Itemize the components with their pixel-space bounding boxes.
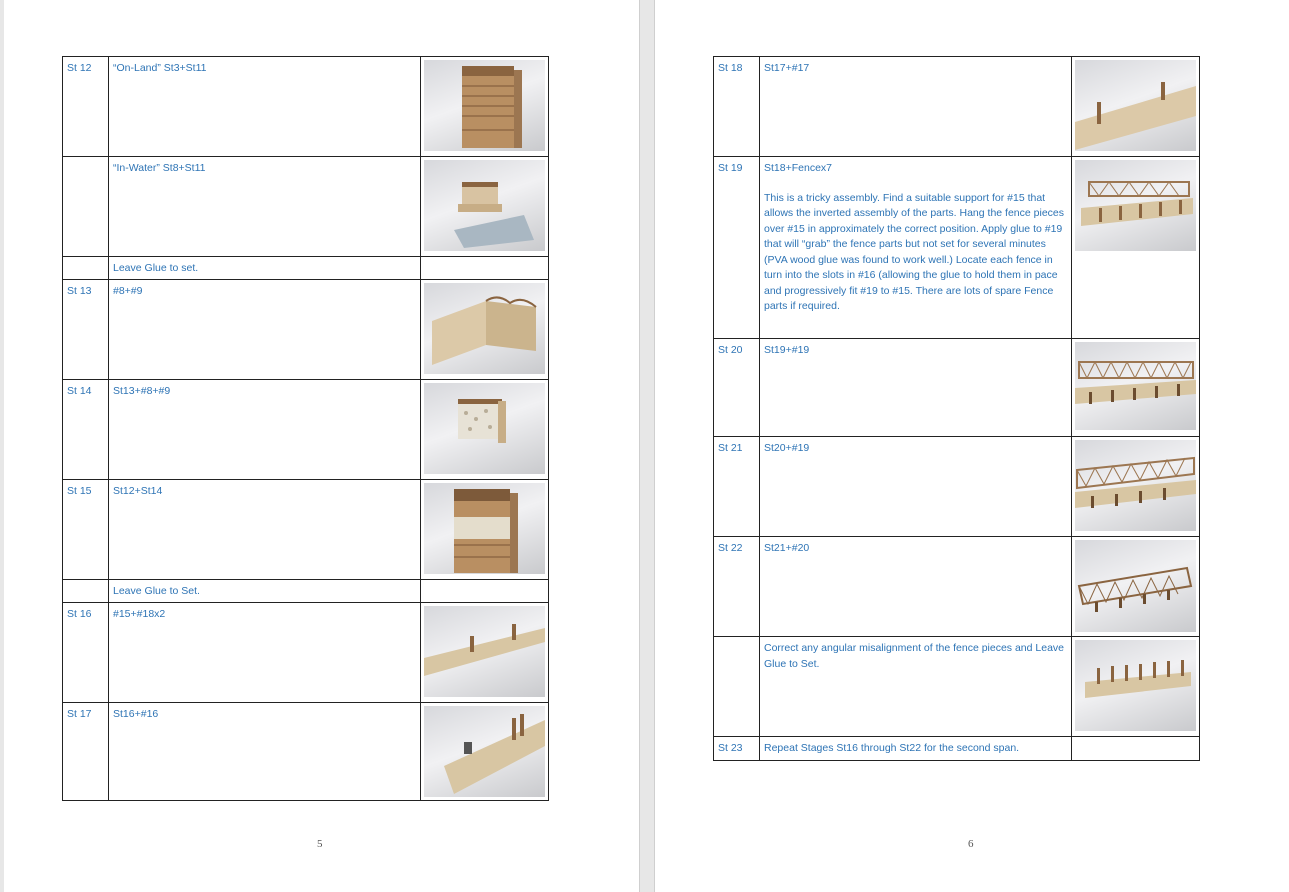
steps-table-left: [62, 56, 549, 801]
table-row: [63, 603, 549, 703]
step-label: [714, 637, 760, 737]
page-number: 5: [317, 838, 323, 850]
step-label: St 16: [63, 603, 109, 703]
step-label: St 21: [714, 437, 760, 537]
table-row: [714, 737, 1200, 761]
photo-box-section: [424, 383, 545, 474]
step-photo-cell: [1072, 437, 1200, 537]
page-number: 6: [968, 838, 974, 850]
step-description: St21+#20: [760, 537, 1072, 637]
step-description: St17+#17: [760, 57, 1072, 157]
table-row: [63, 157, 549, 257]
step-description: Leave Glue to Set.: [109, 580, 421, 603]
step-photo-cell: [421, 257, 549, 280]
photo-wall-panel: [424, 283, 545, 374]
table-row: [714, 437, 1200, 537]
step-photo-cell: [1072, 57, 1200, 157]
step-label: [63, 157, 109, 257]
step-label: St 22: [714, 537, 760, 637]
table-row: [63, 257, 549, 280]
step-label: [63, 257, 109, 280]
step-label: St 19: [714, 157, 760, 339]
step-photo-cell: [421, 580, 549, 603]
step-description: “In-Water” St8+St11: [109, 157, 421, 257]
photo-deck-brackets: [424, 606, 545, 697]
table-row: [63, 57, 549, 157]
step-description: St19+#19: [760, 339, 1072, 437]
photo-tower-inwater: [424, 160, 545, 251]
photo-tower-onland: [424, 60, 545, 151]
step-label: St 17: [63, 703, 109, 801]
step-photo-cell: [421, 280, 549, 380]
step-photo-cell: [421, 703, 549, 801]
step-photo-cell: [421, 480, 549, 580]
step-description: Leave Glue to set.: [109, 257, 421, 280]
table-row: [63, 703, 549, 801]
photo-fence-lattice-3: [1075, 540, 1196, 632]
step-photo-cell: [1072, 637, 1200, 737]
photo-fence-lattice-2: [1075, 440, 1196, 531]
step-description: #8+#9: [109, 280, 421, 380]
table-row: [63, 480, 549, 580]
table-row: [63, 380, 549, 480]
step-description: #15+#18x2: [109, 603, 421, 703]
step-description: St20+#19: [760, 437, 1072, 537]
step-photo-cell: [1072, 339, 1200, 437]
photo-fence-inverted: [1075, 160, 1196, 251]
step-description: “On-Land” St3+St11: [109, 57, 421, 157]
step-label: St 13: [63, 280, 109, 380]
step-label: St 15: [63, 480, 109, 580]
table-row: [714, 57, 1200, 157]
step-description: St12+St14: [109, 480, 421, 580]
step-label: [63, 580, 109, 603]
table-row: [714, 339, 1200, 437]
photo-deck-upright: [424, 706, 545, 797]
table-row: [714, 157, 1200, 339]
photo-fence-uprights: [1075, 640, 1196, 731]
step-description: St16+#16: [109, 703, 421, 801]
table-row: [63, 580, 549, 603]
photo-fence-lattice-1: [1075, 342, 1196, 430]
step-label: St 23: [714, 737, 760, 761]
step-label: St 14: [63, 380, 109, 480]
step-label: St 20: [714, 339, 760, 437]
step-photo-cell: [1072, 537, 1200, 637]
step-photo-cell: [421, 157, 549, 257]
step-description: Repeat Stages St16 through St22 for the second span.: [760, 737, 1072, 761]
step-photo-cell: [1072, 157, 1200, 339]
step-label: St 18: [714, 57, 760, 157]
step-description: St18+Fencex7 This is a tricky assembly. Find a suitable support for #15 that allows the inverted assembly of the parts. Hang the fence pieces over #15 in approximately the correct position. Apply glue to #19 that will “grab” the fence parts but not set for several minutes (PVA wood glue was found to work well.) Locate each fence in turn into the slots in #16 (allowing the glue to hold them in pace and progressively fit #19 to #15. There are lots of spare Fence parts if required.: [760, 157, 1072, 339]
step-label: St 12: [63, 57, 109, 157]
step-photo-cell: [421, 57, 549, 157]
table-row: [63, 280, 549, 380]
page-right: [655, 0, 1289, 892]
step-photo-cell: [421, 603, 549, 703]
page-divider: [639, 0, 640, 892]
step-photo-cell: [1072, 737, 1200, 761]
step-photo-cell: [421, 380, 549, 480]
table-row: [714, 537, 1200, 637]
page-left: [4, 0, 639, 892]
step-description: Correct any angular misalignment of the fence pieces and Leave Glue to Set.: [760, 637, 1072, 737]
photo-tower-stacked: [424, 483, 545, 574]
table-row: [714, 637, 1200, 737]
step-description: St13+#8+#9: [109, 380, 421, 480]
photo-deck-plank: [1075, 60, 1196, 151]
steps-table-right: [713, 56, 1200, 761]
